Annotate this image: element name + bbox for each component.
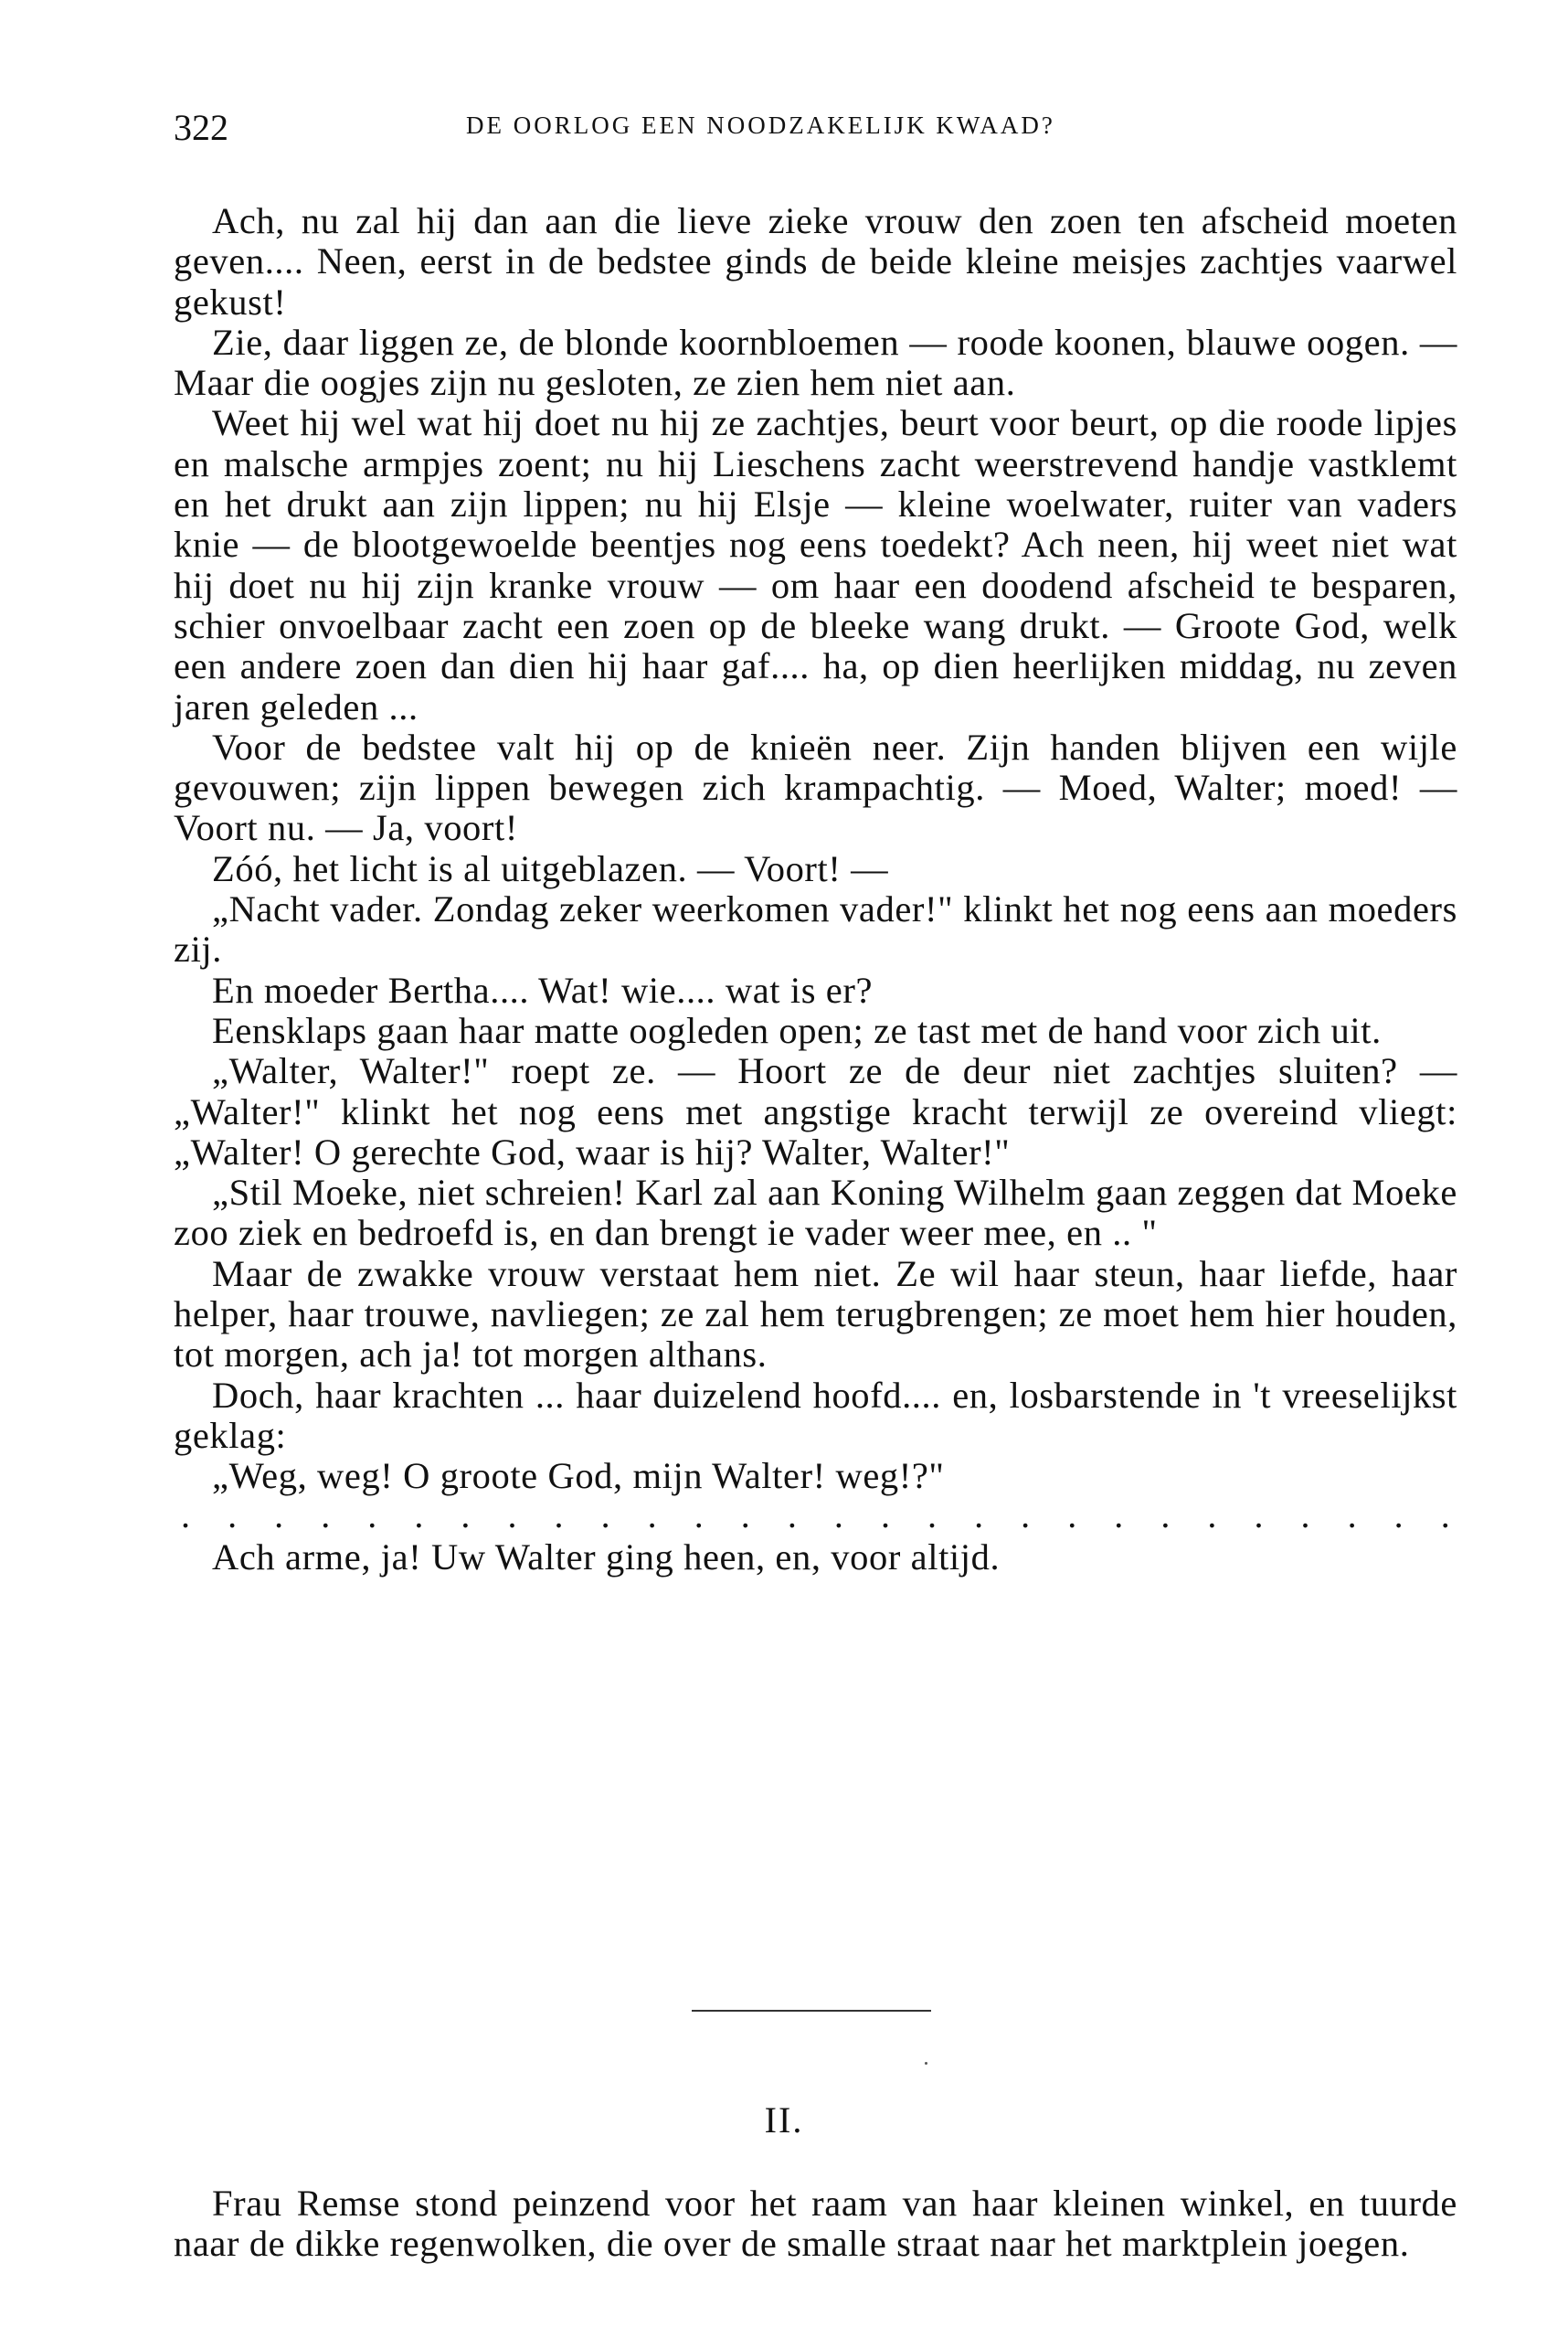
section-body [174,2183,1457,2265]
leader-dot: . [1254,1493,1264,1535]
leader-dot: . [367,1493,377,1535]
leader-dot: . [694,1493,704,1535]
leader-dot: . [181,1493,190,1535]
leader-dot: . [974,1493,984,1535]
paragraph: Eensklaps gaan haar matte oogleden open; ze tast met de hand voor zich uit. [212,1009,1382,1051]
page-number: 322 [174,107,228,148]
paragraph: Zie, daar liggen ze, de blonde koornbloemen — roode koonen, blauwe oogen. — Maar die oogjes zijn nu gesloten, ze zien hem niet aan. [174,321,1457,404]
leader-dot: . [414,1493,424,1535]
leader-dot: . [1347,1493,1357,1535]
leader-dot: . [274,1493,284,1535]
paragraph: Ach, nu zal hij dan aan die lieve zieke vrouw den zoen ten afscheid moeten geven.... Neen, eerst in de bedstee ginds de beide kleine meisjes zachtjes vaarwel gekust! [174,200,1457,323]
leader-dot: . [1021,1493,1031,1535]
paragraph: „Nacht vader. Zondag zeker weerkomen vader!" klinkt het nog eens aan moeders zij. [174,888,1457,971]
leader-dot: . [1114,1493,1124,1535]
dot-leader [174,1493,1457,1537]
leader-dot: . [554,1493,564,1535]
leader-dot: . [507,1493,517,1535]
paragraph: Doch, haar krachten ... haar duizelend hoofd.... en, losbarstende in 't vreeselijkst geklag: [174,1374,1457,1456]
leader-dot: . [461,1493,471,1535]
section-number: II. [764,2099,804,2141]
paragraph: „Weg, weg! O groote God, mijn Walter! weg!?" [212,1455,945,1497]
leader-dot: . [1440,1493,1450,1535]
leader-dot: . [1067,1493,1077,1535]
paragraph: Maar de zwakke vrouw verstaat hem niet. Ze wil haar steun, haar liefde, haar helper, haar trouwe, navliegen; ze zal hem terugbrengen; ze moet hem hier houden, tot morgen, ach ja! tot morgen althans. [174,1252,1457,1376]
paragraph: „Stil Moeke, niet schreien! Karl zal aan Koning Wilhelm gaan zeggen dat Moeke zoo ziek en bedroefd is, en dan brengt ie vader weer mee, en .. " [174,1172,1457,1254]
leader-dot: . [1300,1493,1310,1535]
print-speck [925,2062,927,2065]
closing-line: Ach arme, ja! Uw Walter ging heen, en, voor altijd. [212,1535,1001,1578]
chapter-text [174,201,1457,1578]
leader-dot: . [1393,1493,1404,1535]
paragraph: Voor de bedstee valt hij op de knieën neer. Zijn handen blijven een wijle gevouwen; zijn lippen bewegen zich krampachtig. — Moed, Walter; moed! — Voort nu. — Ja, voort! [174,726,1457,849]
leader-dot: . [321,1493,331,1535]
paragraph: En moeder Bertha.... Wat! wie.... wat is er? [212,969,874,1011]
running-title: DE OORLOG EEN NOODZAKELIJK KWAAD? [466,112,1055,139]
leader-dot: . [880,1493,890,1535]
paragraph: Frau Remse stond peinzend voor het raam van haar kleinen winkel, en tuurde naar de dikke regenwolken, die over de smalle straat naar het marktplein joegen. [174,2183,1457,2265]
paragraph: Zóó, het licht is al uitgeblazen. — Voort! — [212,847,889,889]
section-divider [692,2010,931,2012]
leader-dot: . [600,1493,610,1535]
page-header [174,106,1457,161]
leader-dot: . [647,1493,657,1535]
leader-dot: . [1207,1493,1217,1535]
leader-dot: . [1160,1493,1171,1535]
leader-dot: . [787,1493,797,1535]
leader-dot: . [228,1493,238,1535]
paragraph: „Walter, Walter!" roept ze. — Hoort ze de deur niet zachtjes sluiten? — „Walter!" klinkt het nog eens met angstige kracht terwijl ze overeind vliegt: „Walter! O gerechte God, waar is hij? Walter, Walter!" [174,1050,1457,1173]
leader-dot: . [740,1493,750,1535]
leader-dot: . [833,1493,843,1535]
paragraph: Weet hij wel wat hij doet nu hij ze zachtjes, beurt voor beurt, op die roode lipjes en malsche armpjes zoent; nu hij Lieschens zacht weerstrevend handje vastklemt en het drukt aan zijn lippen; nu hij Elsje — kleine woelwater, ruiter van vaders knie — de blootgewoelde beentjes nog eens toedekt? Ach neen, hij weet niet wat hij doet nu hij zijn kranke vrouw — om haar een doodend afscheid te besparen, schier onvoelbaar zacht een zoen op de bleeke wang drukt. — Groote God, welk een andere zoen dan dien hij haar gaf.... ha, op dien heerlijken middag, nu zeven jaren geleden ... [174,402,1457,728]
leader-dot: . [927,1493,937,1535]
